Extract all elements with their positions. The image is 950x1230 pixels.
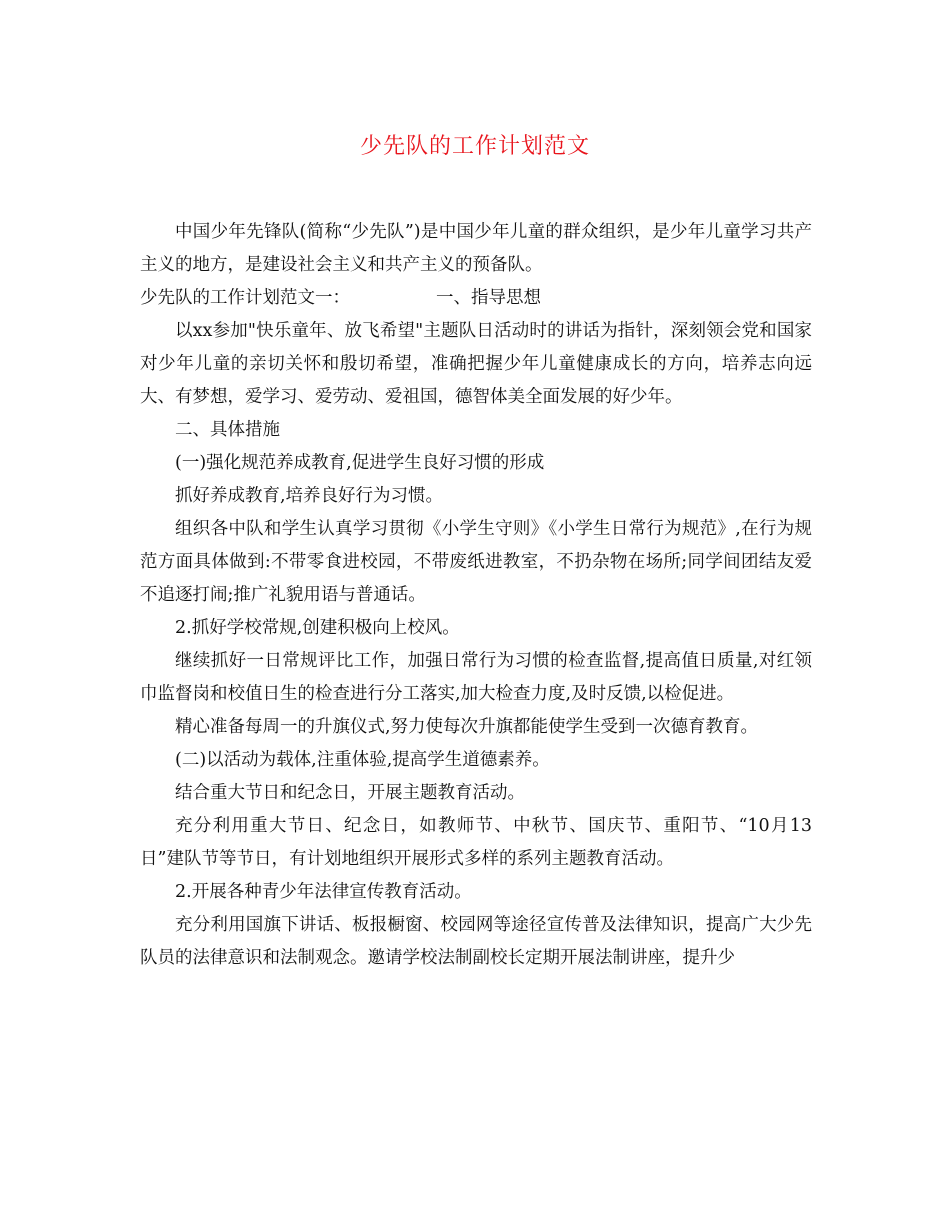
heading-measures: 二、具体措施 (175, 420, 280, 440)
paragraph-festival-details: 充分利用重大节日、纪念日，如教师节、中秋节、国庆节、重阳节、“10月13日”建队节等节日，有计划地组织开展形式多样的系列主题教育活动。 (140, 816, 812, 869)
paragraph-festivals: 结合重大节日和纪念日，开展主题教育活动。 (175, 783, 525, 803)
plan-subtitle: 少先队的工作计划范文一： (140, 288, 350, 308)
paragraph-flag: 精心准备每周一的升旗仪式,努力使每次升旗都能使学生受到一次德育教育。 (175, 717, 759, 737)
paragraph-routine: 继续抓好一日常规评比工作，加强日常行为习惯的检查监督,提高值日质量,对红领巾监督岗和校值日生的检查进行分工落实,加大检查力度,及时反馈,以检促进。 (140, 651, 812, 704)
subheading-habits: (一)强化规范养成教育,促进学生良好习惯的形成 (175, 453, 545, 473)
paragraph-intro: 中国少年先锋队(简称“少先队”)是中国少年儿童的群众组织，是少年儿童学习共产主义的地方，是建设社会主义和共产主义的预备队。 (140, 222, 812, 275)
document-body (140, 216, 812, 975)
subheading-activities: (二)以活动为载体,注重体验,提高学生道德素养。 (175, 750, 550, 770)
paragraph-law: 充分利用国旗下讲话、板报橱窗、校园网等途径宣传普及法律知识，提高广大少先队员的法律意识和法制观念。邀请学校法制副校长定期开展法制讲座，提升少 (140, 915, 812, 968)
document-title: 少先队的工作计划范文 (359, 134, 590, 159)
paragraph-guiding: 以xx参加"快乐童年、放飞希望"主题队日活动时的讲话为指针，深刻领会党和国家对少年儿童的亲切关怀和殷切希望，准确把握少年儿童健康成长的方向，培养志向远大、有梦想，爱学习、爱劳动、爱祖国，德智体美全面发展的好少年。 (140, 321, 812, 407)
heading-guiding-ideology: 一、指导思想 (436, 288, 541, 308)
paragraph-rules: 组织各中队和学生认真学习贯彻《小学生守则》《小学生日常行为规范》,在行为规范方面具体做到:不带零食进校园，不带废纸进教室，不扔杂物在场所;同学间团结友爱不追逐打闹;推广礼貌用语与普通话。 (140, 519, 812, 605)
item-law-education: 2.开展各种青少年法律宣传教育活动。 (175, 882, 472, 902)
paragraph-habits: 抓好养成教育,培养良好行为习惯。 (175, 486, 444, 506)
section-heading-line (140, 282, 812, 315)
item-school-routine: 2.抓好学校常规,创建积极向上校风。 (175, 618, 460, 638)
